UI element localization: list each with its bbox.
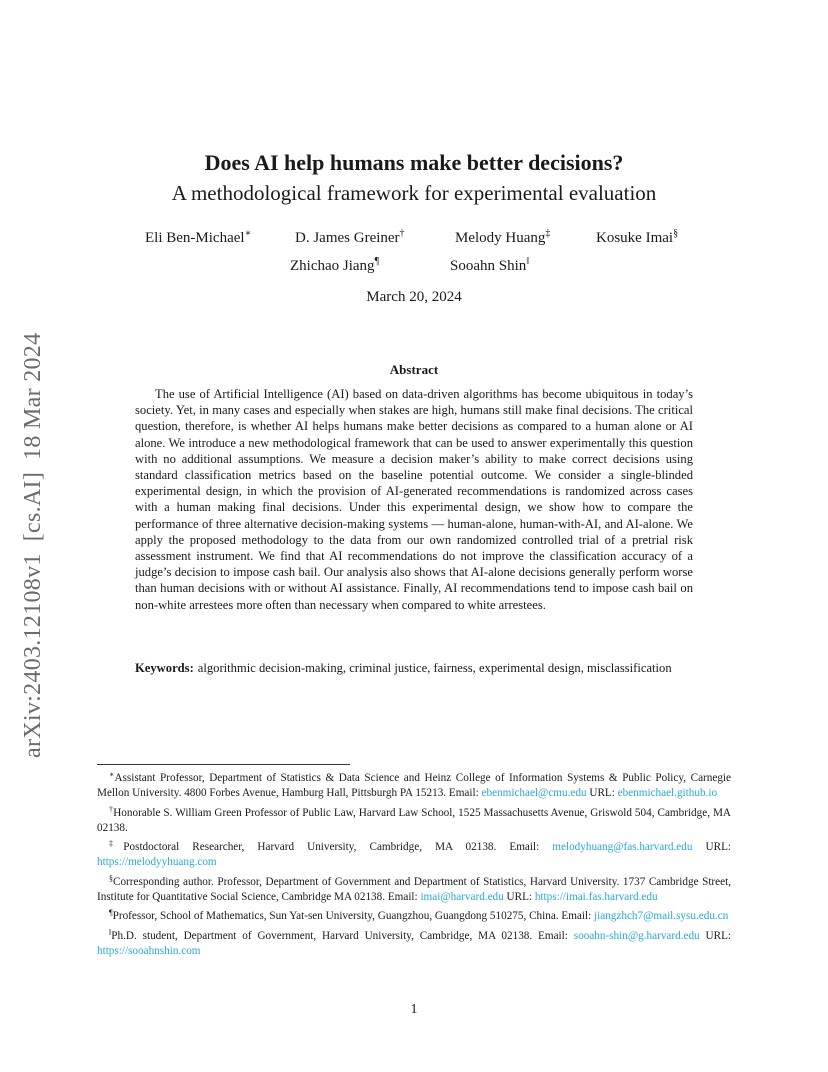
email-link[interactable]: ebenmichael@cmu.edu bbox=[481, 787, 587, 799]
footnote: §Corresponding author. Professor, Department of Government and Department of Statistics, Harvard University. 1737 Cambridge Street, Institute for Quantitative Social Science, Cambridge MA 02138. Email: imai@harvard.edu URL: https://imai.fas.harvard.edu bbox=[97, 873, 731, 903]
arxiv-category: [cs.AI] bbox=[20, 471, 46, 542]
author: Kosuke Imai§ bbox=[596, 228, 679, 246]
email-link[interactable]: sooahn-shin@g.harvard.edu bbox=[573, 929, 700, 942]
author: Eli Ben-Michael∗ bbox=[145, 228, 252, 246]
footnote: ‖Ph.D. student, Department of Government, Harvard University, Cambridge, MA 02138. Email: sooahn-shin@g.harvard.edu URL: https://sooahnshin.com bbox=[97, 927, 732, 957]
page-number: 1 bbox=[410, 1002, 418, 1017]
paper-title: Does AI help humans make better decisions? bbox=[204, 150, 624, 175]
arxiv-id: arXiv:2403.12108v1 bbox=[20, 553, 46, 758]
abstract-text: The use of Artificial Intelligence (AI) based on data-driven algorithms has become ubiquitous in today’s society. Yet, in many cases and especially when stakes are high, humans still make final decisions. The critical question, therefore, is whether AI helps humans make better decisions as compared to a human alone or AI alone. We introduce a new methodological framework that can be used to answer experimentally this question with no additional assumptions. We measure a decision maker’s ability to make correct decisions using standard classification metrics based on the baseline potential outcome. We consider a single-blinded experimental design, in which the provision of AI-generated recommendations is randomized across cases with a human making final decisions. Under this experimental design, we show how to compare the performance of three alternative decision-making systems — human-alone, human-with-AI, and AI-alone. We apply the proposed methodology to the data from our own randomized controlled trial of a pretrial risk assessment instrument. We find that AI recommendations do not improve the classification accuracy of a judge’s decision to impose cash bail. Our analysis also shows that AI-alone decisions generally perform worse than human decisions with or without AI assistance. Finally, AI recommendations tend to impose cash bail on non-white arrestees more often than necessary when compared to white arrestees. bbox=[135, 387, 693, 612]
url-link[interactable]: https://sooahnshin.com bbox=[97, 944, 201, 957]
author: Zhichao Jiang¶ bbox=[290, 256, 380, 274]
author: D. James Greiner† bbox=[295, 228, 405, 246]
footnote: ‡Postdoctoral Researcher, Harvard University, Cambridge, MA 02138. Email: melodyhuang@fas.harvard.edu URL: https://melodyyhuang.com bbox=[97, 839, 732, 868]
footnote-divider bbox=[97, 764, 350, 765]
author: Melody Huang‡ bbox=[455, 228, 551, 246]
arxiv-identifier bbox=[20, 321, 47, 758]
author: Sooahn Shin‖ bbox=[450, 256, 530, 274]
footnotes bbox=[97, 767, 731, 959]
footnote: ∗Assistant Professor, Department of Statistics & Data Science and Heinz College of Information Systems & Public Policy, Carnegie Mellon University. 4800 Forbes Avenue, Hamburg Hall, Pittsburgh PA 15213. Email: ebenmichael@cmu.edu URL: ebenmichael.github.io bbox=[97, 770, 731, 799]
keywords bbox=[135, 660, 693, 676]
keywords-text: algorithmic decision-making, criminal justice, fairness, experimental design, misclassification bbox=[197, 661, 672, 675]
url-link[interactable]: https://melodyyhuang.com bbox=[97, 856, 217, 868]
email-link[interactable]: imai@harvard.edu bbox=[420, 890, 504, 903]
url-link[interactable]: ebenmichael.github.io bbox=[617, 787, 718, 799]
footnote: †Honorable S. William Green Professor of Public Law, Harvard Law School, 1525 Massachusetts Avenue, Griswold 504, Cambridge, MA 02138. bbox=[97, 804, 732, 834]
email-link[interactable]: jiangzhch7@mail.sysu.edu.cn bbox=[594, 910, 729, 922]
publication-date: March 20, 2024 bbox=[366, 289, 462, 305]
paper-subtitle: A methodological framework for experimental evaluation bbox=[171, 181, 657, 205]
url-link[interactable]: https://imai.fas.harvard.edu bbox=[534, 890, 658, 903]
arxiv-date: 18 Mar 2024 bbox=[20, 332, 46, 460]
footnote: ¶Professor, School of Mathematics, Sun Yat-sen University, Guangzhou, Guangdong 510275, China. Email: jiangzhch7@mail.sysu.edu.cn bbox=[109, 908, 729, 922]
email-link[interactable]: melodyhuang@fas.harvard.edu bbox=[552, 841, 693, 853]
abstract-heading: Abstract bbox=[389, 362, 439, 377]
keywords-label: Keywords: bbox=[135, 661, 194, 675]
